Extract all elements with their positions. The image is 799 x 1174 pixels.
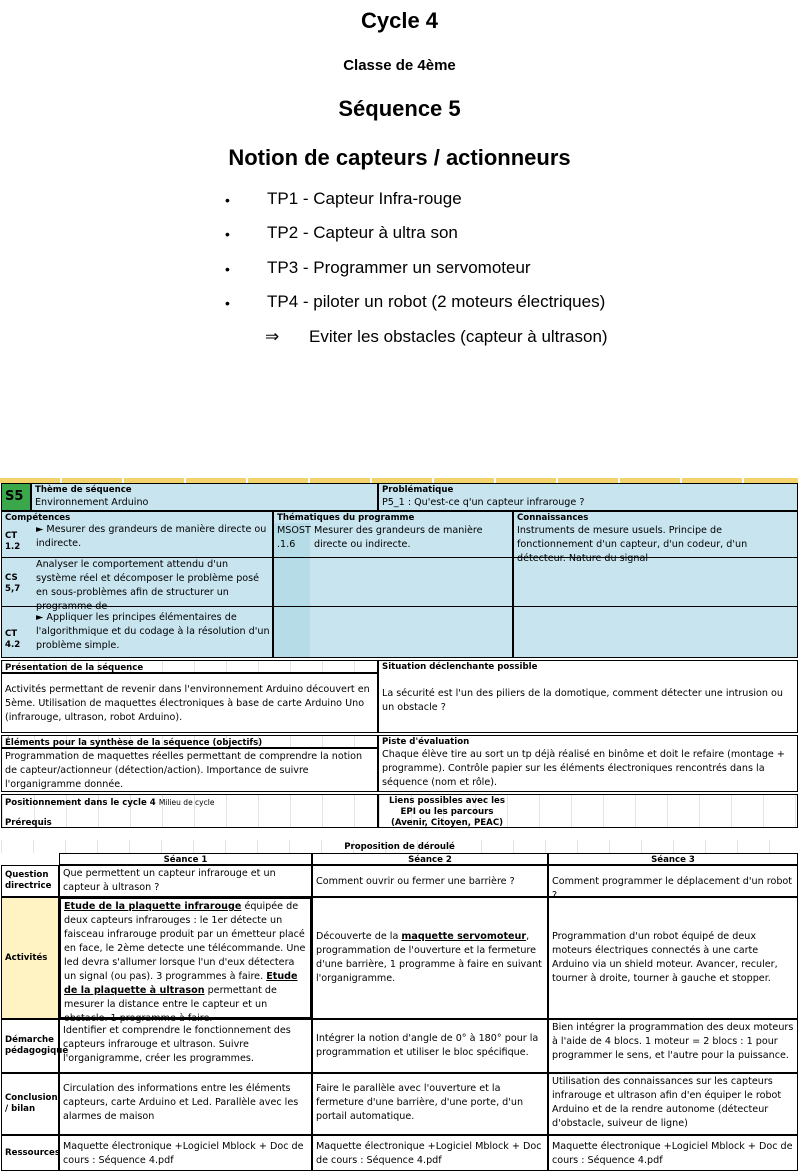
cycle-title: Cycle 4 xyxy=(360,8,439,33)
presentation-header xyxy=(1,660,378,673)
tp-sub-item xyxy=(265,327,608,347)
cs57-code: CS 5,7 xyxy=(5,573,21,594)
theme-label: Thème de séquence xyxy=(35,485,132,495)
piste-cell xyxy=(378,735,798,792)
list-item xyxy=(225,258,605,292)
ressources-s3: Maquette électronique +Logiciel Mblock + Doc de cours : Séquence 4.pdf xyxy=(548,1135,798,1171)
activites-s2-post: , programmation de l'ouverture et la fermeture d'une barrière, 1 programme à faire en suivant l'organigramme. xyxy=(316,931,542,984)
activites-s2-link: maquette servomoteur xyxy=(401,931,527,942)
conclusion-s3: Utilisation des connaissances sur les capteurs infrarouge et ultrason afin d'en équiper le robot Arduino et de la rendre autonome (détecteur d'obstacle, suiveur de ligne) xyxy=(548,1073,798,1135)
situation-cell xyxy=(378,660,798,733)
prerequis-label: Prérequis xyxy=(5,818,52,828)
elements-header xyxy=(1,735,378,748)
tp-label: TP1 - Capteur Infra-rouge xyxy=(267,189,462,208)
implies-arrow-icon: ⇒ xyxy=(265,327,280,346)
cs57-text: Analyser le comportement attendu d'un système réel et décomposer le problème posé en sous-problèmes afin de structurer un programme de xyxy=(36,559,260,612)
tp-label: TP2 - Capteur à ultra son xyxy=(267,223,458,243)
tp-list xyxy=(225,189,605,326)
classe-subtitle: Classe de 4ème xyxy=(343,57,456,74)
theme-cell xyxy=(31,483,378,511)
row-divider xyxy=(514,606,797,607)
msost-text: Mesurer des grandeurs de manière directe ou indirecte. xyxy=(314,525,483,550)
connaissances-label: Connaissances xyxy=(517,513,589,523)
piste-text: Chaque élève tire au sort un tp déjà réalisé en binôme et doit le refaire (montage + programme). Contrôle papier sur les éléments électroniques rencontrés dans la séquence (nom et rôle). xyxy=(382,749,785,788)
tp-label: TP3 - Programmer un servomoteur xyxy=(267,257,531,277)
problematique-label: Problématique xyxy=(382,485,454,495)
question-s3: Comment programmer le déplacement d'un robot ? xyxy=(548,865,798,897)
elements-label: Éléments pour la synthèse de la séquence (objectifs) xyxy=(5,738,263,748)
problematique-value: P5_1 : Qu'est-ce q'un capteur infrarouge ? xyxy=(382,497,585,508)
situation-text: La sécurité est l'un des piliers de la domotique, comment détecter une intrusion ou un obstacle ? xyxy=(382,688,783,713)
list-item xyxy=(225,292,605,326)
activites-s1 xyxy=(59,897,312,1024)
row-divider xyxy=(274,606,512,607)
ct42-text: ► Appliquer les principes élémentaires de l'algorithmique et du codage à la résolution d'un problème simple. xyxy=(36,612,270,651)
activites-s3: Programmation d'un robot équipé de deux moteurs électriques connectés à une carte Arduino via un shield moteur. Avancer, reculer, tourner à droite, tourner à gauche et stopper. xyxy=(548,897,798,1019)
ressources-s1: Maquette électronique +Logiciel Mblock + Doc de cours : Séquence 4.pdf xyxy=(59,1135,312,1171)
presentation-label: Présentation de la séquence xyxy=(5,663,144,673)
liens-block xyxy=(378,794,798,828)
tp-label: TP4 - piloter un robot (2 moteurs électriques) xyxy=(267,291,606,311)
theme-value: Environnement Arduino xyxy=(35,497,149,508)
tp-sub-label: Eviter les obstacles (capteur à ultrason) xyxy=(309,327,608,346)
activites-s1-link2: Etude de la plaquette à ultrason xyxy=(64,971,298,996)
positionnement-block xyxy=(1,794,378,828)
liens-label: Liens possibles avec les EPI ou les parcours (Avenir, Citoyen, PEAC) xyxy=(389,796,505,828)
activites-s1-text2: permettant de mesurer la distance entre le capteur et un obstacle. 1 programme à faire. xyxy=(64,985,277,1024)
activites-s2-pre: Découverte de la xyxy=(316,931,402,942)
notion-title: Notion de capteurs / actionneurs xyxy=(228,145,571,170)
row-label-demarche: Démarche pédagogique xyxy=(1,1019,59,1073)
list-item xyxy=(225,189,605,223)
thematiques-label: Thématiques du programme xyxy=(277,513,415,523)
ct12-text: ► Mesurer des grandeurs de manière directe ou indirecte. xyxy=(36,524,267,549)
connaissances-text: Instruments de mesure usuels. Principe de fonctionnement d'un capteur, d'un codeur, d'un détecteur. Nature du signal xyxy=(517,525,748,564)
row-divider xyxy=(274,557,512,558)
sequence-title: Séquence 5 xyxy=(338,96,461,121)
ressources-s2: Maquette électronique +Logiciel Mblock + Doc de cours : Séquence 4.pdf xyxy=(312,1135,548,1171)
ct42-code: CT 4.2 xyxy=(5,629,21,650)
activites-s1-link1: Etude de la plaquette infrarouge xyxy=(64,901,242,912)
bullet-icon: • xyxy=(225,294,230,311)
ct12-code: CT 1.2 xyxy=(5,531,21,552)
bullet-icon: • xyxy=(225,192,230,208)
row-label-ressources: Ressources xyxy=(1,1135,59,1171)
activites-s2 xyxy=(312,897,548,1019)
elements-text: Programmation de maquettes réelles permettant de comprendre la notion de capteur/actionneur (détection/action). Importance de suivre l'organigramme donnée. xyxy=(1,748,378,792)
situation-label: Situation déclenchante possible xyxy=(382,662,538,672)
demarche-s3: Bien intégrer la programmation des deux moteurs à l'aide de 4 blocs. 1 moteur = 2 blocs : 1 pour programmer le sens, et l'autre pour la puissance. xyxy=(548,1019,798,1073)
demarche-s2: Intégrer la notion d'angle de 0° à 180° pour la programmation et utiliser le bloc spécifique. xyxy=(312,1019,548,1073)
positionnement-value: Milieu de cycle xyxy=(158,798,215,807)
activites-s1-text1: équipée de deux capteurs infrarouges : le 1er détecte un faisceau infrarouge produit par un émetteur placé en face, le 2ème detecte une télécommande. Une led devra s'allumer lorsque l'un d'eux détectera un signal (ou pas). 3 programmes à faire. xyxy=(64,901,306,982)
deroule-title: Proposition de déroulé xyxy=(1,840,798,853)
seance-header: Séance 1 xyxy=(59,853,312,865)
presentation-text: Activités permettant de revenir dans l'environnement Arduino découvert en 5ème. Utilisation de maquettes électroniques à base de carte Arduino Uno (infrarouge, ultrason, robot Arduino). xyxy=(1,673,378,733)
conclusion-s2: Faire le parallèle avec l'ouverture et la fermeture d'une barrière, d'une porte, d'un portail automatique. xyxy=(312,1073,548,1135)
demarche-s1: Identifier et comprendre le fonctionnement des capteurs infrarouge et ultrason. Suivre l'organigramme, créer les programmes. xyxy=(59,1019,312,1073)
problematique-cell xyxy=(378,483,798,511)
seance-header: Séance 2 xyxy=(312,853,548,865)
row-label-activites: Activités xyxy=(1,897,59,1019)
msost-code: MSOST .1.6 xyxy=(274,523,310,657)
bullet-icon: • xyxy=(225,260,230,277)
row-label-conclusion: Conclusion / bilan xyxy=(1,1073,59,1135)
row-divider xyxy=(514,557,797,558)
conclusion-s1: Circulation des informations entre les éléments capteurs, carte Arduino et Led. Parallèle avec les alarmes de maison xyxy=(59,1073,312,1135)
bullet-icon: • xyxy=(225,226,230,243)
competences-label: Compétences xyxy=(5,513,71,523)
positionnement-label: Positionnement dans le cycle 4 xyxy=(5,798,156,808)
question-s2: Comment ouvrir ou fermer une barrière ? xyxy=(312,865,548,897)
row-label-question: Question directrice xyxy=(1,865,59,897)
list-item xyxy=(225,223,605,257)
piste-label: Piste d'évaluation xyxy=(382,737,470,747)
seance-header: Séance 3 xyxy=(548,853,798,865)
sequence-code: S5 xyxy=(1,483,31,511)
question-s1: Que permettent un capteur infrarouge et un capteur à ultrason ? xyxy=(59,865,312,897)
